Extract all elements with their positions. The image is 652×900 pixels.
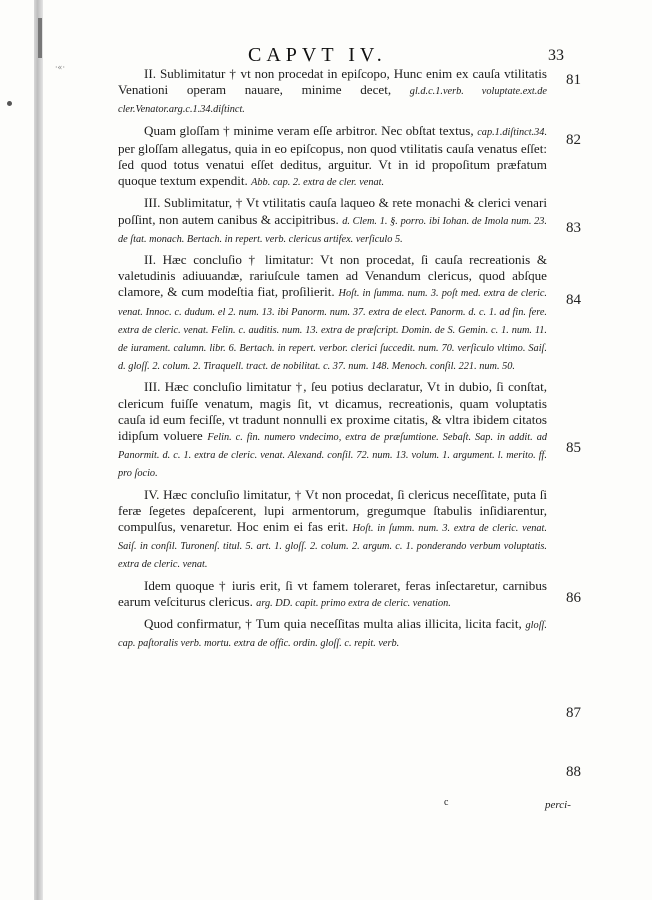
paragraph-text: II. Sublimitatur † vt non procedat in epiſcopo, Hunc enim ex cauſa vtilitatis Venationi operam nauare, minime decet, [118, 66, 547, 98]
spine-mark [38, 18, 42, 58]
paragraph-text-continued: per gloſſam allegatus, quia in eo epiſcopus, non quod vtilitatis cauſa venatus eſſet: ſed quod totus venatui eſſet deditus, arguitur. Vt in id propoſitum præfatum quoque textum expendit. [118, 140, 547, 189]
paragraph-84 [118, 252, 547, 375]
paragraph-87 [118, 578, 547, 612]
paragraph-text: Quod confirmatur, † Tum quia neceſſitas multa alias illicita, licita facit, [144, 616, 522, 632]
running-head: CAPVT IV. [248, 44, 387, 66]
citation: Felin. c. fin. numero vndecimo, extra de præſumtione. Sebaſt. Sap. in addit. ad Panormit. d. c. 1. extra de cleric. venat. Alexand. conſil. 72. num. 13. volum. 1. argument. l. merito. ff. pro ſocio. [118, 432, 547, 480]
citation: d. Clem. 1. §. porro. ibi Iohan. de Imola num. 23. de ſtat. monach. Bertach. in repert. verb. clericus artifex. verſiculo 5. [118, 215, 547, 245]
paragraph-88 [118, 616, 547, 652]
citation: cap.1.diſtinct.34. [477, 126, 548, 138]
paragraph-82 [118, 123, 547, 192]
margin-number: 85 [566, 440, 581, 456]
margin-number: 87 [566, 705, 581, 721]
paragraph-text: II. Hæc concluſio † limitatur: Vt non procedat, ſi cauſa recreationis & valetudinis adiuuandæ, rariuſcule tamen ad Venandum clericus, quod abſque clamore, & cum modeſtia fiat, proſilierit. [118, 252, 547, 300]
paragraph-text: III. Hæc concluſio limitatur †, ſeu potius declaratur, Vt in dubio, ſi conſtat, clericum fuiſſe venatum, magis ſit, vt dicamus, recreationis, quam voluptatis cauſa id eum feciſſe, vt tradunt nonnulli ex proxime citatis, & vltra ibidem citatos idipſum voluere [118, 379, 547, 444]
margin-number: 81 [566, 72, 581, 88]
margin-number: 88 [566, 764, 581, 780]
paragraph-text: Idem quoque † iuris erit, ſi vt famem toleraret, feras inſectaretur, carnibus earum veſciturus clericus. [118, 577, 547, 609]
paragraph-86 [118, 487, 547, 574]
citation: Hoſt. in ſumm. num. 3. extra de cleric. venat. Saiſ. in conſil. Turonenſ. titul. 5. art. 1. gloſſ. 2. colum. 2. argum. c. 1. ponderando verbum voluptatis. extra de cleric. venat. [118, 523, 547, 571]
signature-mark: c [444, 797, 449, 808]
book-spine-shadow [34, 0, 43, 900]
page-number: 33 [548, 47, 564, 64]
paragraph-83 [118, 195, 547, 248]
citation: Abb. cap. 2. extra de cler. venat. [251, 177, 385, 189]
page-body [118, 66, 547, 657]
paragraph-85 [118, 379, 547, 482]
ink-dot [7, 101, 12, 106]
paragraph-text: III. Sublimitatur, † Vt vtilitatis cauſa laqueo & rete monachi & clerici venari poſſint, non autem canibus & accipitribus. [118, 195, 547, 227]
left-margin-note: ·«· [55, 63, 65, 72]
margin-number: 82 [566, 132, 581, 148]
margin-number: 84 [566, 292, 581, 308]
margin-number: 86 [566, 590, 581, 606]
citation: gloſſ. cap. paſtoralis verb. mortu. extra de offic. ordin. gloſſ. c. repit. verb. [118, 620, 547, 650]
paragraph-text: IV. Hæc concluſio limitatur, † Vt non procedat, ſi clericus neceſſitate, puta ſi feræ ſegetes depaſcerent, lupi armentorum, gregumque ſtabulis inſidiarentur, compulſus, venaretur. Hoc enim ei fas erit. [118, 486, 547, 535]
margin-number: 83 [566, 220, 581, 236]
citation: gl.d.c.1.verb. voluptate.ext.de cler.Venator.arg.c.1.34.diſtinct. [118, 86, 547, 116]
catchword: perci- [545, 799, 571, 811]
citation: arg. DD. capit. primo extra de cleric. venation. [256, 597, 451, 609]
paragraph-text: Quam gloſſam † minime veram eſſe arbitror. Nec obſtat textus, [144, 122, 474, 138]
citation: Hoſt. in ſumma. num. 3. poſt med. extra de cleric. venat. Innoc. c. dudum. el 2. num. 13. ibi Panorm. num. 37. extra de elect. Panorm. d. c. 1. ad fin. fere. extra de cleric. venat. Felin. c. auditis. num. 13. extra de præſcript. Domin. de S. Gemin. c. 1. num. 11. de iurament. calumn. libr. 6. Bertach. in repert. verbor. clerici ſuccedit. num. 70. verſiculo vltimo. Saiſ. d. gloſſ. 2. colum. 2. Tiraquell. tract. de nobilitat. c. 37. num. 148. Menoch. conſil. 221. num. 50. [118, 288, 547, 373]
paragraph-81 [118, 66, 547, 119]
